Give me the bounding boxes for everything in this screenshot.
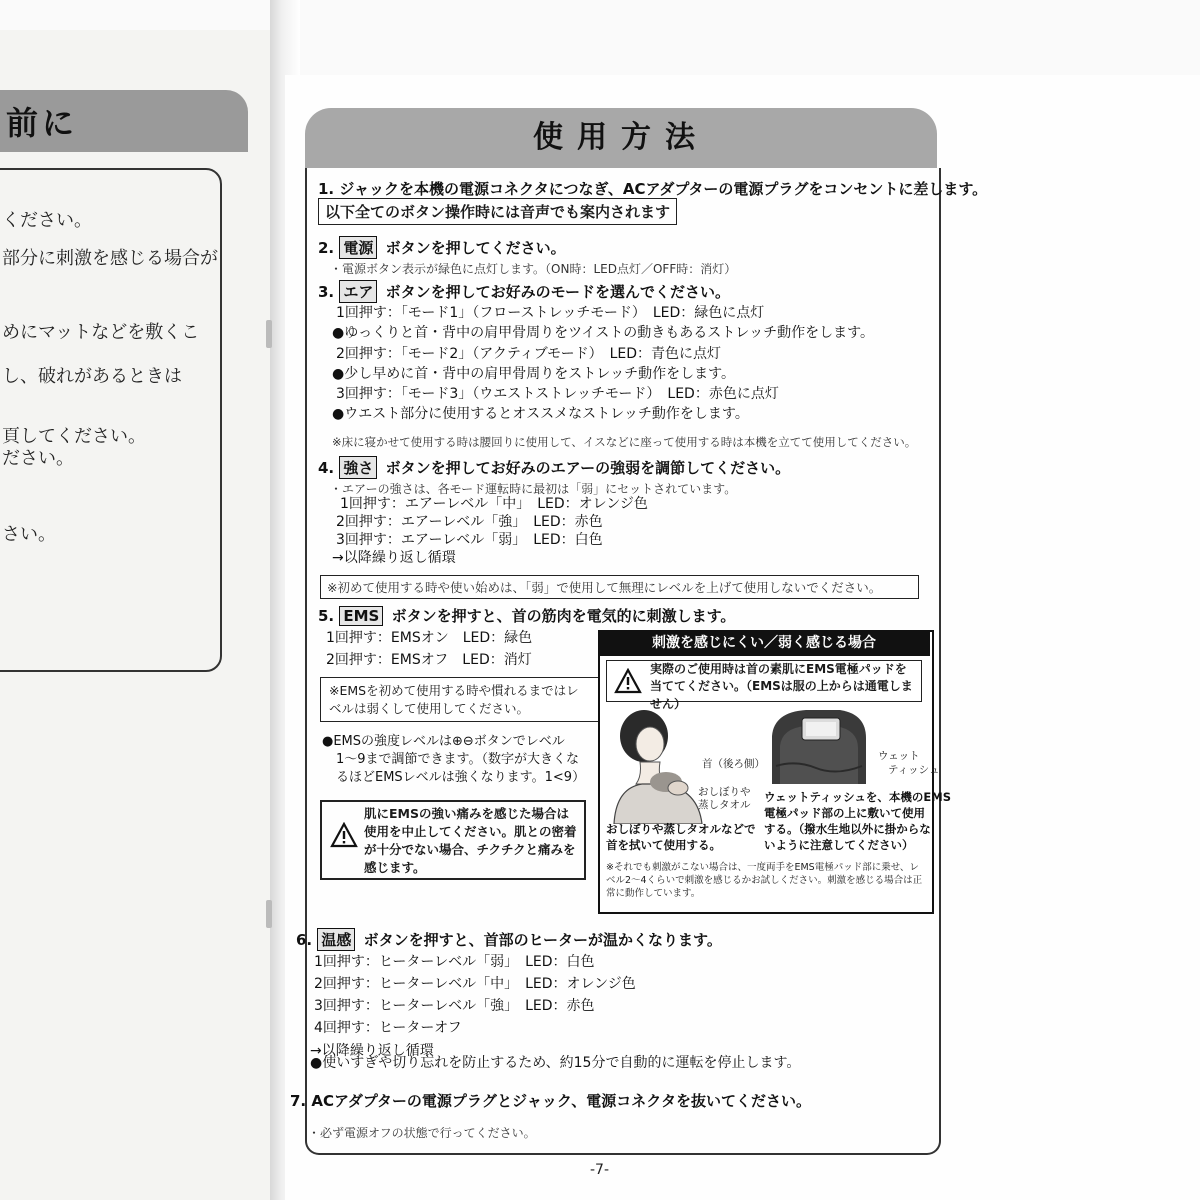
left-line: ください。 <box>2 210 92 231</box>
warning-icon <box>614 668 642 698</box>
heat-line: 3回押す：ヒーターレベル「強」 LED：赤色 <box>314 998 595 1014</box>
step-number: 3. <box>318 283 335 301</box>
fig1-caption: 首を拭いて使用する。 <box>606 838 721 852</box>
mode-desc: ●少し早めに首・背中の肩甲骨周りをストレッチ動作をします。 <box>332 366 735 382</box>
ems-level-line: 1～9まで調節できます。（数字が大きくな <box>336 752 580 767</box>
step-2-heading <box>318 236 566 259</box>
mode-line: 3回押す：「モード3」（ウエストストレッチモード） LED：赤色に点灯 <box>336 386 779 402</box>
fig2-caption: 電極パッド部の上に敷いて使用 <box>764 806 925 820</box>
step-2-sub: ・電源ボタン表示が緑色に点灯します。（ON時：LED点灯／OFF時：消灯） <box>330 262 737 276</box>
step-number: 5. <box>318 607 335 625</box>
heat-line: ●使いすぎや切り忘れを防止するため、約15分で自動的に運転を停止します。 <box>310 1055 801 1071</box>
step-text: ボタンを押すと、首部のヒーターが温かくなります。 <box>363 931 722 949</box>
page-title: 使用方法 <box>533 120 709 155</box>
fig1-label: 蒸しタオル <box>698 799 751 811</box>
strength-line: ・エアーの強さは、各モード運転時に最初は「弱」にセットされています。 <box>330 482 737 496</box>
mode-desc: ●ウエスト部分に使用するとオススメなストレッチ動作をします。 <box>332 406 749 422</box>
side-panel-title: 刺激を感じにくい／弱く感じる場合 <box>598 630 930 656</box>
heat-line: 1回押す：ヒーターレベル「弱」 LED：白色 <box>314 954 595 970</box>
left-line: めにマットなどを敷くこ <box>2 322 200 343</box>
step-text: ボタンを押すと、首の筋肉を電気的に刺激します。 <box>391 607 736 625</box>
step-text: ボタンを押してください。 <box>385 239 566 257</box>
ems-warning-text: 肌にEMSの強い痛みを感じた場合は使用を中止してください。肌との密着が十分でない場合、チクチクと痛みを感じます。 <box>364 806 577 876</box>
step-4-note: ※初めて使用する時や使い始めは、「弱」で使用して無理にレベルを上げて使用しないでください。 <box>320 575 919 599</box>
staple <box>266 900 272 928</box>
fig2-caption: ウェットティッシュを、本機のEMS <box>764 790 951 804</box>
ems-key-label: EMS <box>339 606 383 626</box>
strength-line: 1回押す：エアーレベル「中」 LED：オレンジ色 <box>340 496 648 512</box>
left-page-header: 前に <box>6 104 79 142</box>
step-4-heading <box>318 456 790 479</box>
left-line: さい。 <box>2 524 56 545</box>
strength-line: 3回押す：エアーレベル「弱」 LED：白色 <box>336 532 603 548</box>
step-1: 1. ジャックを本機の電源コネクタにつなぎ、ACアダプターの電源プラグをコンセントに差します。 <box>318 180 988 198</box>
fig1-label: おしぼりや <box>698 786 751 798</box>
fig2-label: ティッシュ <box>888 764 940 776</box>
ems-level-line: ●EMSの強度レベルは⊕⊖ボタンでレベル <box>322 734 565 749</box>
air-key-label: エア <box>339 280 377 303</box>
heat-line: →以降繰り返し循環 <box>310 1043 434 1059</box>
step-7-heading: 7. ACアダプターの電源プラグとジャック、電源コネクタを抜いてください。 <box>290 1092 811 1110</box>
step-7-sub: ・必ず電源オフの状態で行ってください。 <box>308 1126 536 1140</box>
strength-line: 2回押す：エアーレベル「強」 LED：赤色 <box>336 514 603 530</box>
heat-line: 4回押す：ヒーターオフ <box>314 1020 462 1036</box>
warning-icon <box>330 822 358 852</box>
page-number: -7- <box>590 1162 610 1178</box>
step-3-heading <box>318 280 730 303</box>
step-6-heading <box>296 928 722 951</box>
power-key-label: 電源 <box>339 236 377 259</box>
mode-desc: ●ゆっくりと首・背中の肩甲骨周りをツイストの動きもあるストレッチ動作をします。 <box>332 325 874 341</box>
left-line: し、破れがあるときは <box>2 366 182 387</box>
ems-level-line: るほどEMSレベルは強くなります。1<9） <box>336 770 586 785</box>
fig1-caption: おしぼりや蒸しタオルなどで <box>606 822 756 836</box>
left-line: 部分に刺激を感じる場合が <box>2 248 218 269</box>
ems-note: ※EMSを初めて使用する時や慣れるまではレベルは弱くして使用してください。 <box>320 677 600 722</box>
mode-line: 2回押す：「モード2」（アクティブモード） LED：青色に点灯 <box>336 346 722 362</box>
step-3-note: ※床に寝かせて使用する時は腰回りに使用して、イスなどに座って使用する時は本機を立てて使用してください。 <box>332 435 917 449</box>
left-line: 頁してください。 <box>2 426 146 447</box>
staple <box>266 320 272 348</box>
heat-key-label: 温感 <box>317 928 355 951</box>
fig1-label: 首（後ろ側） <box>702 758 765 770</box>
person-neck-illustration <box>606 706 706 828</box>
step-number: 6. <box>296 931 313 949</box>
fig2-label: ウェット <box>878 750 920 762</box>
device-pad-illustration <box>766 706 876 790</box>
strength-key-label: 強さ <box>339 456 377 479</box>
heat-line: 2回押す：ヒーターレベル「中」 LED：オレンジ色 <box>314 976 636 992</box>
step-number: 4. <box>318 459 335 477</box>
step-text: ボタンを押してお好みのモードを選んでください。 <box>385 283 731 301</box>
side-warning-text: 実際のご使用時は首の素肌にEMS電極パッドを当ててください。（EMSは服の上からは通電しません） <box>650 662 913 711</box>
step-5-heading <box>318 605 735 626</box>
step-text: ボタンを押してお好みのエアーの強弱を調節してください。 <box>385 459 791 477</box>
fig2-caption: する。（撥水生地以外に掛からな <box>764 822 931 836</box>
side-panel-footnote: ※それでも刺激がこない場合は、一度両手をEMS電極パッド部に乗せ、レベル2～4くらいで刺激を感じるかお試しください。刺激を感じる場合は正常に動作しています。 <box>606 862 923 899</box>
fig2-caption: いように注意してください） <box>764 838 914 852</box>
voice-announce-note: 以下全てのボタン操作時には音声でも案内されます <box>318 198 677 225</box>
mode-line: 1回押す：「モード1」（フローストレッチモード） LED：緑色に点灯 <box>336 305 765 321</box>
ems-line: 1回押す：EMSオン LED：緑色 <box>326 630 533 646</box>
step-number: 2. <box>318 239 335 257</box>
strength-line: →以降繰り返し循環 <box>332 550 456 566</box>
left-line: ださい。 <box>2 448 74 469</box>
ems-line: 2回押す：EMSオフ LED：消灯 <box>326 652 532 668</box>
